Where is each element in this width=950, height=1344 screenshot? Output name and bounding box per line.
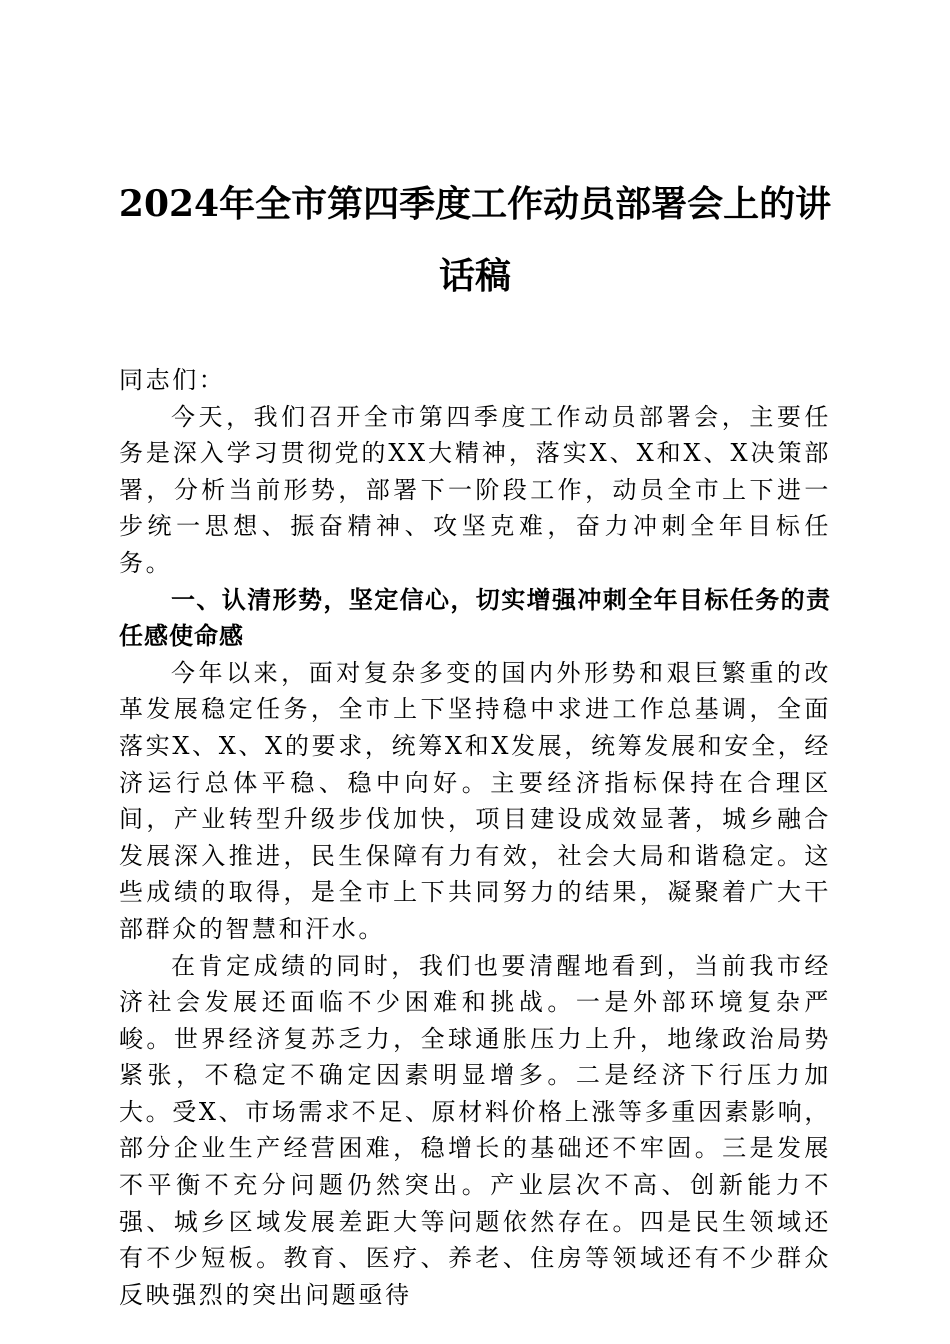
document-title: [110, 168, 840, 312]
title-line-2: 话稿: [438, 255, 511, 297]
section-heading-1: 一、认清形势，坚定信心，切实增强冲刺全年目标任务的责任感使命感: [119, 585, 831, 651]
title-line-1: 2024年全市第四季度工作动员部署会上的讲: [118, 183, 832, 225]
section1-paragraph-1: 今年以来，面对复杂多变的国内外形势和艰巨繁重的改革发展稳定任务，全市上下坚持稳中求进工作总基调，全面落实X、X、X的要求，统筹X和X发展，统筹发展和安全，经济运行总体平稳、稳中向好。主要经济指标保持在合理区间，产业转型升级步伐加快，项目建设成效显著，城乡融合发展深入推进，民生保障有力有效，社会大局和谐稳定。这些成绩的取得，是全市上下共同努力的结果，凝聚着广大干部群众的智慧和汗水。: [119, 658, 831, 943]
intro-paragraph: 今天，我们召开全市第四季度工作动员部署会，主要任务是深入学习贯彻党的XX大精神，落实X、X和X、X决策部署，分析当前形势，部署下一阶段工作，动员全市上下进一步统一思想、振奋精神、攻坚克难，奋力冲刺全年目标任务。: [119, 402, 831, 577]
document-body: [119, 362, 831, 1313]
salutation: 同志们：: [119, 366, 226, 394]
section1-paragraph-2: 在肯定成绩的同时，我们也要清醒地看到，当前我市经济社会发展还面临不少困难和挑战。一是外部环境复杂严峻。世界经济复苏乏力，全球通胀压力上升，地缘政治局势紧张，不稳定不确定因素明显增多。二是经济下行压力加大。受X、市场需求不足、原材料价格上涨等多重因素影响，部分企业生产经营困难，稳增长的基础还不牢固。三是发展不平衡不充分问题仍然突出。产业层次不高、创新能力不强、城乡区域发展差距大等问题依然存在。四是民生领域还有不少短板。教育、医疗、养老、住房等领域还有不少群众反映强烈的突出问题亟待: [119, 951, 831, 1309]
